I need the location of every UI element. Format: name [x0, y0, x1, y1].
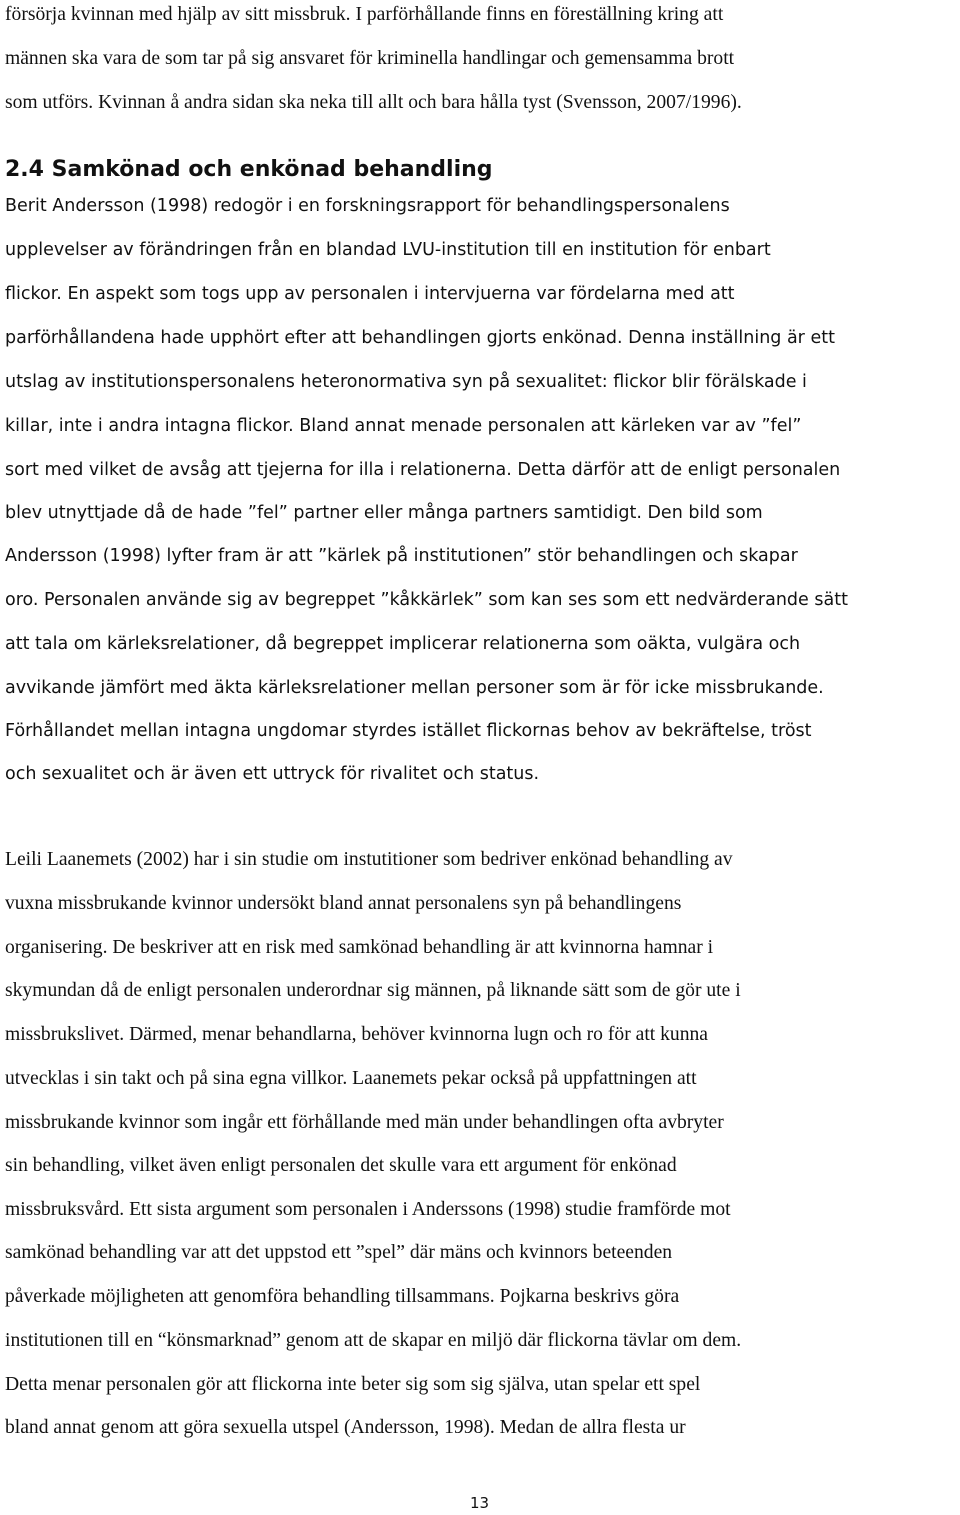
- text-line: organisering. De beskriver att en risk med samkönad behandling är att kvinnorna hamnar i: [5, 937, 714, 958]
- text-line: utslag av institutionspersonalens heteronormativa syn på sexualitet: flickor blir förälskade i: [5, 372, 807, 392]
- text-line: upplevelser av förändringen från en blandad LVU-institution till en institution för enbart: [5, 240, 771, 260]
- text-line: missbrukslivet. Därmed, menar behandlarna, behöver kvinnorna lugn och ro för att kunna: [5, 1024, 708, 1045]
- text-line: utvecklas i sin takt och på sina egna villkor. Laanemets pekar också på uppfattningen att: [5, 1068, 697, 1089]
- text-line: försörja kvinnan med hjälp av sitt missbruk. I parförhållande finns en föreställning kring att: [5, 4, 724, 25]
- text-line: männen ska vara de som tar på sig ansvaret för kriminella handlingar och gemensamma brott: [5, 48, 735, 69]
- section-heading: 2.4 Samkönad och enkönad behandling: [5, 157, 493, 182]
- text-line: påverkade möjligheten att genomföra behandling tillsammans. Pojkarna beskrivs göra: [5, 1286, 680, 1307]
- text-line: killar, inte i andra intagna flickor. Bland annat menade personalen att kärleken var av ”fel”: [5, 416, 802, 436]
- text-line: institutionen till en “könsmarknad” genom att de skapar en miljö där flickorna tävlar om dem.: [5, 1330, 742, 1351]
- text-line: och sexualitet och är även ett uttryck för rivalitet och status.: [5, 764, 540, 784]
- text-line: skymundan då de enligt personalen underordnar sig männen, på liknande sätt som de gör ute i: [5, 980, 741, 1001]
- text-line: Andersson (1998) lyfter fram är att ”kärlek på institutionen” stör behandlingen och skapar: [5, 546, 798, 566]
- text-line: oro. Personalen använde sig av begreppet ”kåkkärlek” som kan ses som ett nedvärderande sätt: [5, 590, 848, 610]
- text-line: som utförs. Kvinnan å andra sidan ska neka till allt och bara hålla tyst (Svensson, 2007/1996).: [5, 92, 742, 113]
- text-line: parförhållandena hade upphört efter att behandlingen gjorts enkönad. Denna inställning är ett: [5, 328, 835, 348]
- text-line: vuxna missbrukande kvinnor undersökt bland annat personalens syn på behandlingens: [5, 893, 682, 914]
- text-line: Berit Andersson (1998) redogör i en forskningsrapport för behandlingspersonalens: [5, 196, 730, 216]
- text-line: avvikande jämfört med äkta kärleksrelationer mellan personer som är för icke missbrukande.: [5, 678, 824, 698]
- text-line: Förhållandet mellan intagna ungdomar styrdes istället flickornas behov av bekräftelse, tröst: [5, 721, 812, 741]
- text-line: Detta menar personalen gör att flickorna inte beter sig som sig själva, utan spelar ett spel: [5, 1374, 701, 1395]
- text-line: sort med vilket de avsåg att tjejerna for illa i relationerna. Detta därför att de enligt personalen: [5, 460, 841, 480]
- text-line: att tala om kärleksrelationer, då begreppet implicerar relationerna som oäkta, vulgära och: [5, 634, 801, 654]
- text-line: bland annat genom att göra sexuella utspel (Andersson, 1998). Medan de allra flesta ur: [5, 1417, 686, 1438]
- text-line: blev utnyttjade då de hade ”fel” partner eller många partners samtidigt. Den bild som: [5, 503, 763, 523]
- text-line: sin behandling, vilket även enligt personalen det skulle vara ett argument för enkönad: [5, 1155, 677, 1176]
- text-line: flickor. En aspekt som togs upp av personalen i intervjuerna var fördelarna med att: [5, 284, 735, 304]
- page-number: 13: [470, 1494, 490, 1512]
- text-line: missbrukande kvinnor som ingår ett förhållande med män under behandlingen ofta avbryter: [5, 1112, 724, 1133]
- text-line: samkönad behandling var att det uppstod ett ”spel” där mäns och kvinnors beteenden: [5, 1242, 673, 1263]
- text-line: missbruksvård. Ett sista argument som personalen i Anderssons (1998) studie framförde mot: [5, 1199, 731, 1220]
- text-line: Leili Laanemets (2002) har i sin studie om instutitioner som bedriver enkönad behandling av: [5, 849, 733, 870]
